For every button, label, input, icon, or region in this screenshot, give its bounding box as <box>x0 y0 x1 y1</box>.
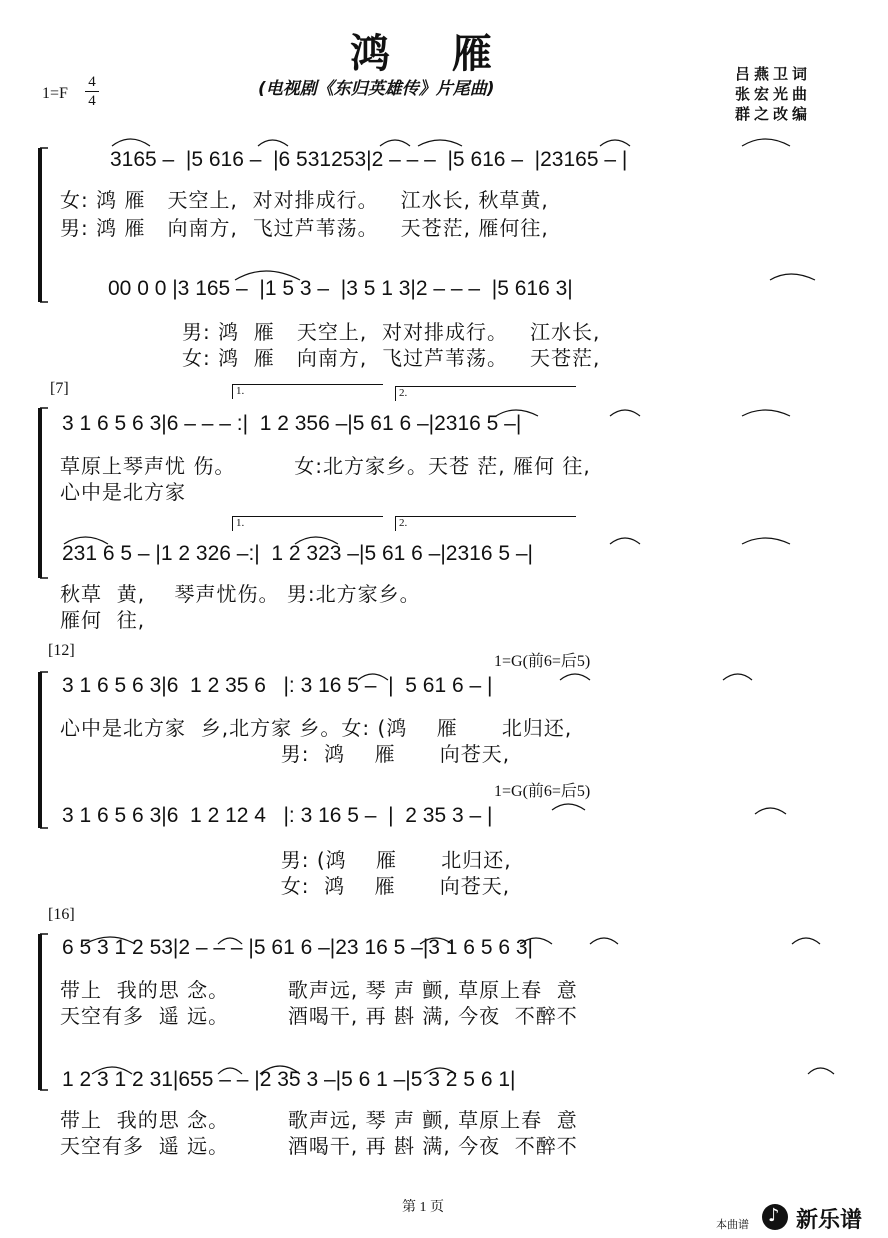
system2-bottom-lyrics-2: 雁何 往, <box>60 608 146 632</box>
volta-1-bottom-label: 1. <box>236 517 245 529</box>
page-number: 第 1 页 <box>402 1200 444 1215</box>
modulation-top: 1=G(前6=后5) <box>494 653 591 670</box>
volta-2-bottom-label: 2. <box>399 517 408 529</box>
credit-arranger: 群之改编 <box>735 105 812 123</box>
system2-bottom-lyrics-1: 秋草 黄, 琴声忧伤。 男:北方家乡。 <box>60 582 421 606</box>
system1-top-notes: 3165 – |5 616 – |6 531253|2 – – – |5 616 – |23165 – | <box>110 148 628 171</box>
source-label: 本曲谱 <box>716 1218 749 1231</box>
key-signature: 1=F <box>42 85 68 102</box>
system3-bottom-lyrics-1: 男: (鸿 雁 北归还, <box>60 848 512 872</box>
song-subtitle: (电视剧《东归英雄传》片尾曲) <box>258 79 495 99</box>
system4-bottom-notes: 1 2 3 1 2 31|655 – – |2 35 3 –|5 6 1 –|5 3 2 5 6 1| <box>62 1068 516 1091</box>
music-note-icon-glyph: ♪ <box>768 1205 780 1226</box>
system2-bottom-notes: 231 6 5 – |1 2 326 –:| 1 2 323 –|5 61 6 –|2316 5 –| <box>62 542 533 565</box>
system4-top-lyrics-1: 带上 我的思 念。 歌声远, 琴 声 颤, 草原上春 意 <box>60 978 578 1002</box>
volta-2-top <box>395 386 576 401</box>
system3-bottom-notes: 3 1 6 5 6 3|6 1 2 12 4 |: 3 16 5 – | 2 35 3 – | <box>62 804 493 827</box>
measure-label-12: [12] <box>48 642 75 659</box>
system3-top-lyrics-1: 心中是北方家 乡,北方家 乡。女: (鸿 雁 北归还, <box>60 716 573 740</box>
volta-2-label: 2. <box>399 387 408 399</box>
system1-bottom-lyrics-2: 女: 鸿 雁 向南方, 飞过芦苇荡。 天苍茫, <box>182 346 601 370</box>
credit-lyricist: 吕燕卫词 <box>735 65 812 83</box>
credit-composer: 张宏光曲 <box>735 85 812 103</box>
modulation-bottom: 1=G(前6=后5) <box>494 783 591 800</box>
system3-top-notes: 3 1 6 5 6 3|6 1 2 35 6 |: 3 16 5 – | 5 61 6 – | <box>62 674 493 697</box>
time-signature-bottom: 4 <box>88 93 96 109</box>
system1-bottom-notes: 00 0 0 |3 165 – |1 5 3 – |3 5 1 3|2 – – – |5 616 3| <box>108 277 573 300</box>
system4-bottom-lyrics-2: 天空有多 遥 远。 酒喝干, 再 斟 满, 今夜 不醉不 <box>60 1134 578 1158</box>
system2-top-notes: 3 1 6 5 6 3|6 – – – :| 1 2 356 –|5 61 6 –|2316 5 –| <box>62 412 522 435</box>
time-signature-top: 4 <box>88 74 96 90</box>
measure-label-16: [16] <box>48 906 75 923</box>
system2-top-lyrics-2: 心中是北方家 <box>60 480 186 504</box>
volta-1-label: 1. <box>236 385 245 397</box>
volta-1-top <box>232 384 383 399</box>
system2-top-lyrics-1: 草原上琴声忧 伤。 女:北方家乡。天苍 茫, 雁何 往, <box>60 454 591 478</box>
brand-logo-text[interactable]: 新乐谱 <box>796 1208 863 1233</box>
system3-top-lyrics-2: 男: 鸿 雁 向苍天, <box>60 742 511 766</box>
system4-top-notes: 6 5 3 1 2 53|2 – – – |5 61 6 –|23 16 5 –|3 1 6 5 6 3| <box>62 936 533 959</box>
system4-top-lyrics-2: 天空有多 遥 远。 酒喝干, 再 斟 满, 今夜 不醉不 <box>60 1004 578 1028</box>
volta-1-bottom <box>232 516 383 531</box>
system1-top-lyrics-1: 女: 鸿 雁 天空上, 对对排成行。 江水长, 秋草黄, <box>60 188 549 212</box>
system1-top-lyrics-2: 男: 鸿 雁 向南方, 飞过芦苇荡。 天苍茫, 雁何往, <box>60 216 549 240</box>
measure-label-7: [7] <box>50 380 69 397</box>
system3-bottom-lyrics-2: 女: 鸿 雁 向苍天, <box>60 874 511 898</box>
system1-bottom-lyrics-1: 男: 鸿 雁 天空上, 对对排成行。 江水长, <box>182 320 601 344</box>
system4-bottom-lyrics-1: 带上 我的思 念。 歌声远, 琴 声 颤, 草原上春 意 <box>60 1108 578 1132</box>
volta-2-bottom <box>395 516 576 531</box>
song-title: 鸿 雁 <box>350 31 516 77</box>
